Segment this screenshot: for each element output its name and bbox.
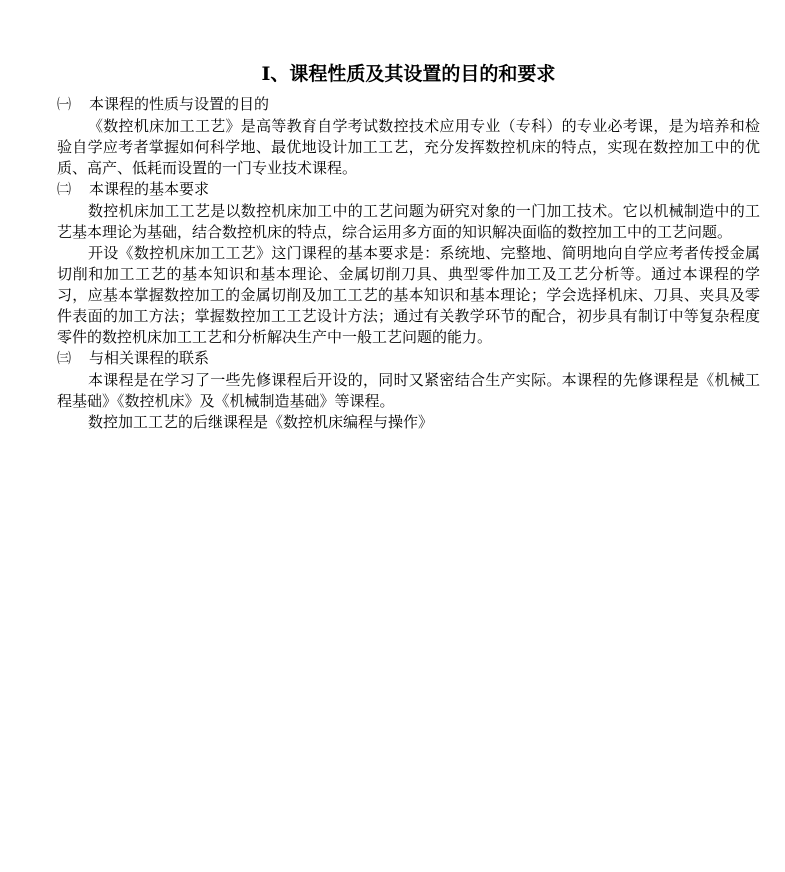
paragraph: 数控机床加工工艺是以数控机床加工中的工艺问题为研究对象的一门加工技术。它以机械制造中的工艺基本理论为基础，结合数控机床的特点，综合运用多方面的知识解决面临的数控加工中的工艺问题。 bbox=[57, 202, 760, 241]
section-marker: ㈠ bbox=[57, 97, 71, 113]
section-heading-text: 本课程的性质与设置的目的 bbox=[89, 95, 270, 113]
paragraph: 数控加工工艺的后继课程是《数控机床编程与操作》 bbox=[88, 413, 434, 431]
document-title: I、课程性质及其设置的目的和要求 bbox=[261, 63, 556, 85]
section-heading-text: 与相关课程的联系 bbox=[89, 349, 210, 367]
paragraph: 本课程是在学习了一些先修课程后开设的，同时又紧密结合生产实际。本课程的先修课程是《机械工程基础》《数控机床》及《机械制造基础》等课程。 bbox=[57, 371, 760, 410]
section-heading bbox=[57, 348, 760, 370]
section-marker: ㈢ bbox=[57, 351, 71, 367]
document-page bbox=[57, 62, 760, 433]
section-related-courses bbox=[57, 348, 760, 433]
section-heading-text: 本课程的基本要求 bbox=[89, 180, 210, 198]
section-basic-requirements bbox=[57, 179, 760, 348]
section-marker: ㈡ bbox=[57, 182, 71, 198]
paragraph: 《数控机床加工工艺》是高等教育自学考试数控技术应用专业（专科）的专业必考课，是为培养和检验自学应考者掌握如何科学地、最优地设计加工工艺，充分发挥数控机床的特点，实现在数控加工中的优质、高产、低耗而设置的一门专业技术课程。 bbox=[57, 117, 760, 177]
paragraph: 开设《数控机床加工工艺》这门课程的基本要求是：系统地、完整地、简明地向自学应考者传授金属切削和加工工艺的基本知识和基本理论、金属切削刀具、典型零件加工及工艺分析等。通过本课程的学习，应基本掌握数控加工的金属切削及加工工艺的基本知识和基本理论；学会选择机床、刀具、夹具及零件表面的加工方法；掌握数控加工工艺设计方法；通过有关教学环节的配合，初步具有制订中等复杂程度零件的数控机床加工工艺和分析解决生产中一般工艺问题的能力。 bbox=[57, 244, 760, 346]
section-heading bbox=[57, 179, 760, 201]
section-heading bbox=[57, 94, 760, 116]
section-nature-purpose bbox=[57, 94, 760, 179]
